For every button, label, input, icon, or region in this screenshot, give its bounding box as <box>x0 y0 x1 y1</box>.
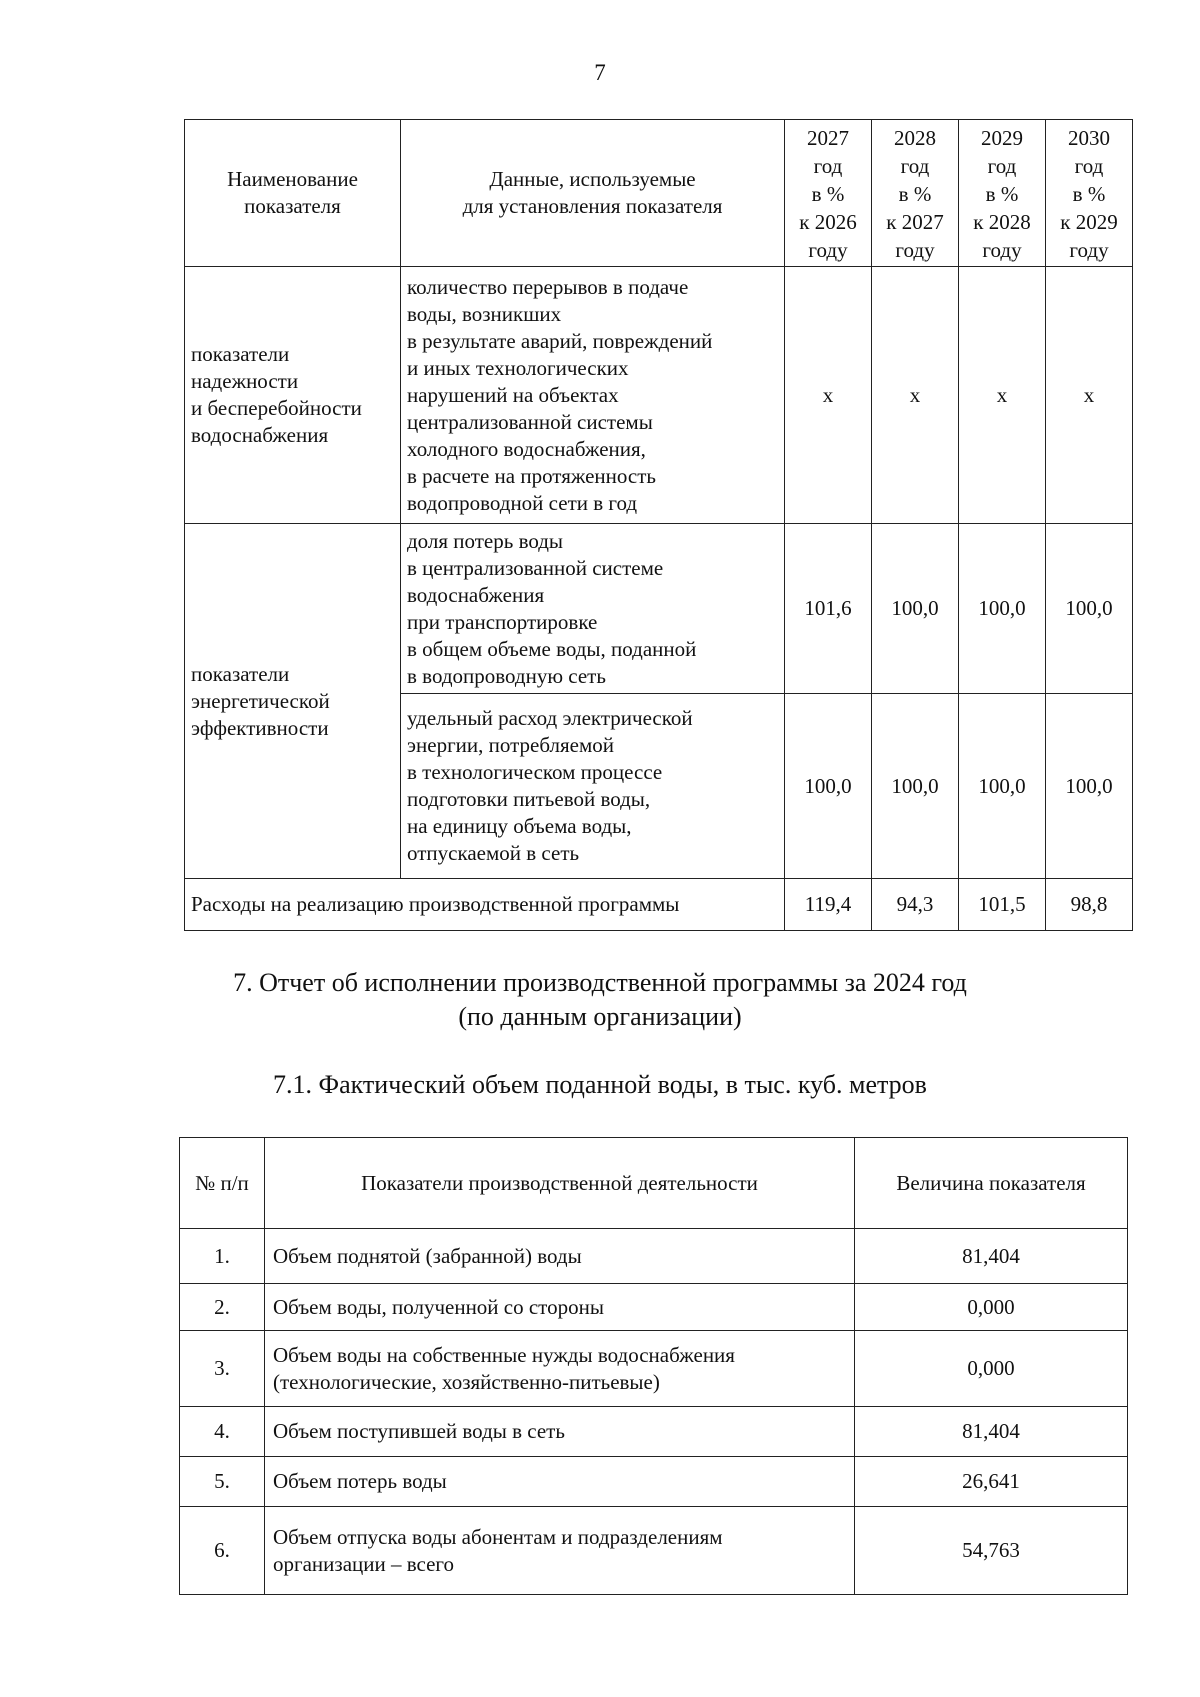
table-header-row <box>185 120 1133 267</box>
value-cell: 94,3 <box>872 879 959 931</box>
expenses-label: Расходы на реализацию производственной программы <box>185 879 785 931</box>
row-number: 5. <box>180 1457 265 1507</box>
row-label: Объем потерь воды <box>265 1457 855 1507</box>
water-volume-table <box>179 1137 1128 1595</box>
table-row-expenses <box>185 879 1133 931</box>
section-7-1-title: 7.1. Фактический объем поданной воды, в тыс. куб. метров <box>273 1070 927 1099</box>
value-cell: 100,0 <box>959 524 1046 694</box>
row-number: 1. <box>180 1229 265 1284</box>
value-cell: 101,6 <box>785 524 872 694</box>
table-row <box>180 1284 1128 1331</box>
electricity-data-cell: удельный расход электрической энергии, потребляемой в технологическом процессе подготовки питьевой воды, на единицу объема воды, отпускаемой в сеть <box>401 694 785 879</box>
row-number: 2. <box>180 1284 265 1331</box>
table-row <box>180 1331 1128 1407</box>
row-label: Объем воды на собственные нужды водоснабжения (технологические, хозяйственно-питьевые) <box>265 1331 855 1407</box>
row-label: Объем поднятой (забранной) воды <box>265 1229 855 1284</box>
value-cell: 119,4 <box>785 879 872 931</box>
value-cell: х <box>785 267 872 524</box>
table-header-row <box>180 1138 1128 1229</box>
row-value: 81,404 <box>855 1407 1128 1457</box>
value-cell: х <box>959 267 1046 524</box>
row-value: 0,000 <box>855 1331 1128 1407</box>
table-row-reliability <box>185 267 1133 524</box>
indicators-table <box>184 119 1133 931</box>
header-indicators: Показатели производственной деятельности <box>265 1138 855 1229</box>
header-indicator-name: Наименование показателя <box>185 120 401 267</box>
reliability-data-cell: количество перерывов в подаче воды, возникших в результате аварий, повреждений и иных технологических нарушений на объектах централизованной системы холодного водоснабжения, в расчете на протяженность водопроводной сети в год <box>401 267 785 524</box>
header-value: Величина показателя <box>855 1138 1128 1229</box>
value-cell: 101,5 <box>959 879 1046 931</box>
table-row <box>180 1407 1128 1457</box>
header-year-2028: 2028 год в % к 2027 году <box>872 120 959 267</box>
row-value: 81,404 <box>855 1229 1128 1284</box>
row-label: Объем воды, полученной со стороны <box>265 1284 855 1331</box>
value-cell: 100,0 <box>785 694 872 879</box>
row-value: 26,641 <box>855 1457 1128 1507</box>
row-value: 0,000 <box>855 1284 1128 1331</box>
header-year-2030: 2030 год в % к 2029 году <box>1046 120 1133 267</box>
row-label: Объем отпуска воды абонентам и подразделениям организации – всего <box>265 1507 855 1595</box>
value-cell: 100,0 <box>1046 524 1133 694</box>
table-row <box>180 1229 1128 1284</box>
water-losses-data-cell: доля потерь воды в централизованной системе водоснабжения при транспортировке в общем объеме воды, поданной в водопроводную сеть <box>401 524 785 694</box>
value-cell: 100,0 <box>959 694 1046 879</box>
value-cell: х <box>872 267 959 524</box>
table-row <box>180 1507 1128 1595</box>
value-cell: 100,0 <box>872 694 959 879</box>
table-row <box>180 1457 1128 1507</box>
group-name-energy-efficiency: показатели энергетической эффективности <box>185 524 401 879</box>
value-cell: 100,0 <box>1046 694 1133 879</box>
value-cell: 100,0 <box>872 524 959 694</box>
page-number: 7 <box>594 60 606 85</box>
value-cell: х <box>1046 267 1133 524</box>
section-7-title: 7. Отчет об исполнении производственной программы за 2024 год (по данным организации) <box>233 968 967 1031</box>
table-row-water-losses <box>185 524 1133 694</box>
header-year-2027: 2027 год в % к 2026 году <box>785 120 872 267</box>
row-label: Объем поступившей воды в сеть <box>265 1407 855 1457</box>
header-indicator-data: Данные, используемые для установления показателя <box>401 120 785 267</box>
group-name-reliability: показатели надежности и бесперебойности водоснабжения <box>185 267 401 524</box>
header-year-2029: 2029 год в % к 2028 году <box>959 120 1046 267</box>
value-cell: 98,8 <box>1046 879 1133 931</box>
row-value: 54,763 <box>855 1507 1128 1595</box>
header-number: № п/п <box>180 1138 265 1229</box>
row-number: 4. <box>180 1407 265 1457</box>
row-number: 3. <box>180 1331 265 1407</box>
row-number: 6. <box>180 1507 265 1595</box>
